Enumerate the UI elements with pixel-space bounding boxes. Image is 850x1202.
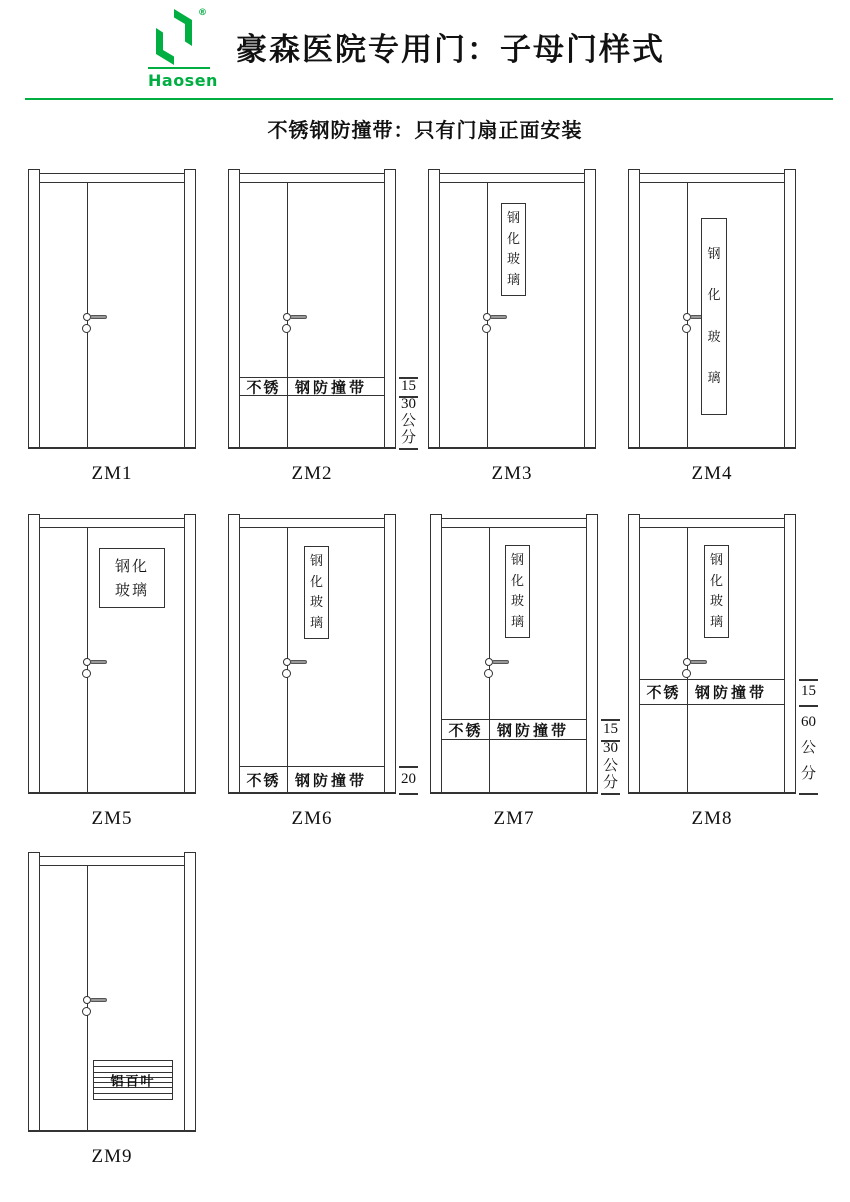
dimension-value-line: 60 xyxy=(801,714,816,731)
door-frame-right-post xyxy=(384,169,396,448)
dimension-value-line: 20 xyxy=(401,770,416,787)
door-frame-right-post xyxy=(586,514,598,793)
door-frame-right-post xyxy=(784,514,796,793)
door-lock-cylinder-icon xyxy=(282,324,291,333)
glass-label-text: 化 xyxy=(510,573,524,589)
tempered-glass-panel xyxy=(501,203,526,296)
page-title: 豪森医院专用门：子母门样式 xyxy=(236,32,665,68)
strip-label-left: 不锈 xyxy=(448,721,483,739)
door-frame-right-post xyxy=(184,514,196,793)
door-frame-top-rail xyxy=(239,518,385,528)
logo-underline xyxy=(148,67,210,69)
glass-label-text: 玻 xyxy=(707,329,721,345)
door-model-label: ZM6 xyxy=(291,808,333,829)
glass-label-text: 璃 xyxy=(506,273,520,289)
strip-label-right: 钢防撞带 xyxy=(295,771,368,789)
louver-slat-line xyxy=(94,1066,172,1067)
door-model-label: ZM7 xyxy=(493,808,535,829)
door-model-label: ZM1 xyxy=(91,463,133,484)
anti-collision-strip-band xyxy=(442,719,586,740)
door-lock-cylinder-icon xyxy=(482,324,491,333)
door-model-label: ZM4 xyxy=(691,463,733,484)
tempered-glass-panel xyxy=(701,218,727,415)
dimension-tick-line xyxy=(601,793,620,795)
glass-label-text: 璃 xyxy=(510,615,524,631)
strip-label-right: 钢防撞带 xyxy=(295,378,368,396)
tempered-glass-panel xyxy=(304,546,329,639)
dimension-value xyxy=(600,719,621,740)
door-frame-right-post xyxy=(384,514,396,793)
door-model-label: ZM9 xyxy=(91,1146,133,1167)
dimension-value xyxy=(398,766,419,793)
door-diagram-ZM4 xyxy=(628,169,796,484)
dimension-value-line: 分 xyxy=(800,766,816,783)
glass-label-text: 玻璃 xyxy=(114,581,149,599)
door-handle-lever-icon xyxy=(290,315,307,319)
door-frame-top-rail xyxy=(239,173,385,183)
door-lock-cylinder-icon xyxy=(82,669,91,678)
door-diagram-ZM2 xyxy=(228,169,416,484)
door-frame-left-post xyxy=(428,169,440,448)
glass-label-text: 玻 xyxy=(506,252,520,268)
door-frame-right-post xyxy=(584,169,596,448)
door-bottom-line xyxy=(28,792,196,794)
door-diagram-ZM8 xyxy=(628,514,816,829)
door-handle-lever-icon xyxy=(90,660,107,664)
dimension-value-line: 公 xyxy=(800,740,816,757)
door-diagram-ZM6 xyxy=(228,514,416,829)
door-frame-top-rail xyxy=(639,173,785,183)
glass-label-text: 钢 xyxy=(709,552,723,568)
door-frame-left-post xyxy=(28,852,40,1131)
header-divider-line xyxy=(25,98,833,100)
door-handle-lever-icon xyxy=(490,315,507,319)
page-subtitle: 不锈钢防撞带：只有门扇正面安装 xyxy=(267,118,583,142)
door-handle-lever-icon xyxy=(492,660,509,664)
door-frame-left-post xyxy=(628,514,640,793)
door-frame-top-rail xyxy=(39,173,185,183)
door-lock-cylinder-icon xyxy=(682,324,691,333)
door-frame-left-post xyxy=(228,169,240,448)
door-model-label: ZM2 xyxy=(291,463,333,484)
louver-slat-line xyxy=(94,1093,172,1094)
dimension-value-line: 30 xyxy=(401,396,416,413)
glass-label-text: 化 xyxy=(506,231,520,247)
door-bottom-line xyxy=(628,447,796,449)
dimension-value-line: 30 xyxy=(603,740,618,757)
door-lock-cylinder-icon xyxy=(682,669,691,678)
haosen-logo xyxy=(148,6,218,90)
door-diagram-ZM3 xyxy=(428,169,596,484)
door-diagram-ZM7 xyxy=(430,514,618,829)
dimension-value xyxy=(798,679,819,705)
door-frame-right-post xyxy=(184,852,196,1131)
dimension-tick-line xyxy=(399,793,418,795)
door-model-label: ZM3 xyxy=(491,463,533,484)
logo-brand-text: Haosen xyxy=(148,71,218,90)
anti-collision-strip-band xyxy=(240,766,384,793)
door-handle-lever-icon xyxy=(90,315,107,319)
door-bottom-line xyxy=(628,792,796,794)
door-bottom-line xyxy=(28,1130,196,1132)
door-model-label: ZM5 xyxy=(91,808,133,829)
door-frame-right-post xyxy=(784,169,796,448)
door-frame-top-rail xyxy=(39,518,185,528)
strip-label-left: 不锈 xyxy=(246,771,281,789)
door-frame-left-post xyxy=(430,514,442,793)
door-lock-cylinder-icon xyxy=(282,669,291,678)
glass-label-text: 玻 xyxy=(709,594,723,610)
door-lock-cylinder-icon xyxy=(484,669,493,678)
door-bottom-line xyxy=(430,792,598,794)
door-frame-left-post xyxy=(28,169,40,448)
glass-label-text: 璃 xyxy=(309,616,323,632)
door-frame-right-post xyxy=(184,169,196,448)
door-frame-top-rail xyxy=(439,173,585,183)
anti-collision-strip-band xyxy=(240,377,384,396)
dimension-value-line: 15 xyxy=(603,720,618,737)
registered-trademark-symbol: ® xyxy=(198,8,207,18)
tempered-glass-panel xyxy=(704,545,729,638)
door-handle-lever-icon xyxy=(290,660,307,664)
door-frame-top-rail xyxy=(441,518,587,528)
door-frame-left-post xyxy=(228,514,240,793)
tempered-glass-panel xyxy=(99,548,165,608)
glass-label-text: 璃 xyxy=(707,371,721,387)
glass-label-text: 玻 xyxy=(510,594,524,610)
glass-label-text: 钢化 xyxy=(114,557,149,575)
glass-label-text: 化 xyxy=(309,574,323,590)
dimension-tick-line xyxy=(399,448,418,450)
dimension-value-line: 公 xyxy=(602,757,618,774)
dimension-value-line: 分 xyxy=(400,430,416,447)
door-diagram-ZM5 xyxy=(28,514,196,829)
dimension-tick-line xyxy=(799,793,818,795)
haosen-diamond-icon xyxy=(152,8,196,66)
door-diagram-ZM1 xyxy=(28,169,196,484)
strip-label-left: 不锈 xyxy=(646,683,681,702)
door-frame-top-rail xyxy=(39,856,185,866)
strip-label-right: 钢防撞带 xyxy=(497,721,570,739)
dimension-value xyxy=(798,705,819,793)
anti-collision-strip-band xyxy=(640,679,784,705)
door-lock-cylinder-icon xyxy=(82,324,91,333)
dimension-value-line: 15 xyxy=(801,683,816,700)
dimension-value-line: 分 xyxy=(602,774,618,791)
glass-label-text: 钢 xyxy=(506,210,520,226)
dimension-value xyxy=(398,396,419,448)
louver-label-text: 铝百叶 xyxy=(110,1074,156,1090)
tempered-glass-panel xyxy=(505,545,530,638)
glass-label-text: 化 xyxy=(709,573,723,589)
dimension-value xyxy=(398,377,419,396)
glass-label-text: 玻 xyxy=(309,595,323,611)
glass-label-text: 璃 xyxy=(709,615,723,631)
dimension-value-line: 15 xyxy=(401,377,416,394)
door-frame-left-post xyxy=(628,169,640,448)
door-bottom-line xyxy=(428,447,596,449)
glass-label-text: 钢 xyxy=(510,552,524,568)
door-handle-lever-icon xyxy=(90,998,107,1002)
aluminum-louver-panel xyxy=(93,1060,173,1100)
dimension-value xyxy=(600,740,621,793)
door-bottom-line xyxy=(28,447,196,449)
dimension-value-line: 公 xyxy=(400,413,416,430)
door-frame-left-post xyxy=(28,514,40,793)
strip-label-left: 不锈 xyxy=(246,378,281,396)
door-diagram-ZM9 xyxy=(28,852,196,1167)
door-handle-lever-icon xyxy=(690,660,707,664)
door-lock-cylinder-icon xyxy=(82,1007,91,1016)
glass-label-text: 化 xyxy=(707,288,721,304)
strip-label-right: 钢防撞带 xyxy=(695,683,768,702)
door-model-label: ZM8 xyxy=(691,808,733,829)
glass-label-text: 钢 xyxy=(707,246,721,262)
glass-label-text: 钢 xyxy=(309,553,323,569)
door-frame-top-rail xyxy=(639,518,785,528)
door-bottom-line xyxy=(228,447,396,449)
